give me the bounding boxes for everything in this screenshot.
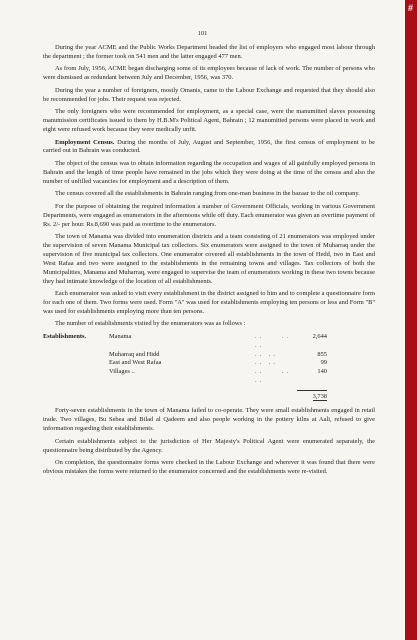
leader-dots: .. .. [255, 350, 278, 358]
leader-dots: .. .. [255, 359, 278, 367]
edge-mark: # [408, 3, 414, 13]
establishment-count: 140 [317, 368, 327, 376]
paragraph-enumerators: For the purpose of obtaining the required information a number of Government Officials, working in various Government Departments, were engaged as enumerators in the afternoons while off duty. Each enumerator was given an overtime payment of Rs. 2/- per hour. Rs.8,690 was paid as overtime to the enumerators. [43, 202, 375, 228]
paragraph-checking: On completion, the questionnaire forms were checked in the Labour Exchange and wherever it was found that there were obvious mistakes the forms were returned to the enumerator concerned and the establishments were re-visited. [43, 459, 375, 476]
paragraph-census-intro [43, 139, 375, 157]
paragraph-visited: The number of establishments visited by the enumerators was as follows : [55, 320, 246, 328]
paragraph-noncooperation: Forty-seven establishments in the town of Manama failed to co-operate. They were small establishments engaged in retail trade. Two villages, Bu Sebea and Bilad al Qadeem and also people working in the pottery kilns at Aali, refused to give information regarding their establishments. [43, 407, 375, 433]
establishment-count: 99 [320, 359, 327, 367]
page-number: 101 [197, 30, 208, 37]
page-body [43, 44, 375, 481]
leader-dots: .. .. .. [255, 332, 291, 349]
census-heading: Employment Census. [55, 138, 115, 146]
establishments-table [43, 333, 375, 402]
paragraph-employers: During the year ACME and the Public Works Department headed the list of employers who engaged most labour through the department ; the former took on 541 men and the latter engaged 477 men. [43, 44, 375, 60]
red-binding-edge [405, 0, 417, 640]
paragraph-foreigners: During the year a number of foreigners, mostly Omanis, came to the Labour Exchange and requested that they should also be recommended for jobs. Their request was rejected. [43, 86, 375, 103]
paragraph-census-coverage: The census covered all the establishments in Bahrain ranging from one-man business in the bazaar to the oil company. [55, 190, 360, 198]
paragraph-forms: Each enumerator was asked to visit every establishment in the district assigned to him and to complete a questionnaire form for each one of them. Two forms were used. Form "A" was used for establishments employing ten persons or less and Form "B" was used for establishments employing more than ten persons. [43, 290, 375, 315]
paragraph-census-object: The object of the census was to obtain information regarding the occupation and wages of all gainfully employed persons in Bahrain and the length of time people have remained in the jobs which they were doing at the time of the census and also the number of unfilled vacancies for employment and a description of them. [43, 159, 375, 185]
paragraph-manumitted: The only foreigners who were recommended for employment, as a special case, were the manumitted slaves possessing manumission certificates issued to them by H.B.M's Political Agent, Bahrain ; 12 manumitted persons were placed in work and eight were refused work because they were medically unfit. [43, 108, 375, 134]
paragraph-political-agent: Certain establishments subject to the jurisdiction of Her Majesty's Political Agent were enumerated separately, the questionnaire being distributed by the Agency. [43, 437, 375, 454]
leader-dots: .. .. .. [255, 368, 291, 384]
establishments-heading: Establishments. [43, 332, 87, 340]
establishment-count: 855 [317, 350, 327, 358]
establishments-total [297, 391, 327, 402]
establishment-place: East and West Rafaa [109, 359, 162, 367]
total-value: 3,738 [312, 392, 327, 400]
census-intro-text: During the months of July, August and September, 1956, the first census of employment to be carried out in Bahrain was conducted. [43, 138, 375, 155]
establishment-place: Muharraq and Hidd [109, 350, 160, 358]
establishment-place: Manama [109, 332, 132, 340]
paragraph-districts: The town of Manama was divided into enumeration districts and a team consisting of 21 enumerators was employed under the supervision of seven Manama Municipal tax collectors. Six enumerators were assigned to the town of Muharraq under the supervision of five municipal tax collectors. One enumerator covered all establishments in the town of Hedd, two in East and West Rafaa and two were assigned to the establishments in the remaining towns and villages. Tax collectors of both the Municipalities, Manama and Muharraq, were engaged to supervise the team of enumerators working in these two towns because they had intimate knowledge of the location of all establishments. [43, 233, 375, 285]
establishment-count: 2,644 [312, 332, 327, 340]
establishment-place: Villages .. [109, 368, 135, 376]
paragraph-discharges: As from July, 1956, ACME began discharging some of its employees because of lack of work. The number of persons who were dismissed as redundant between July and December, 1956, was 370. [43, 65, 375, 82]
